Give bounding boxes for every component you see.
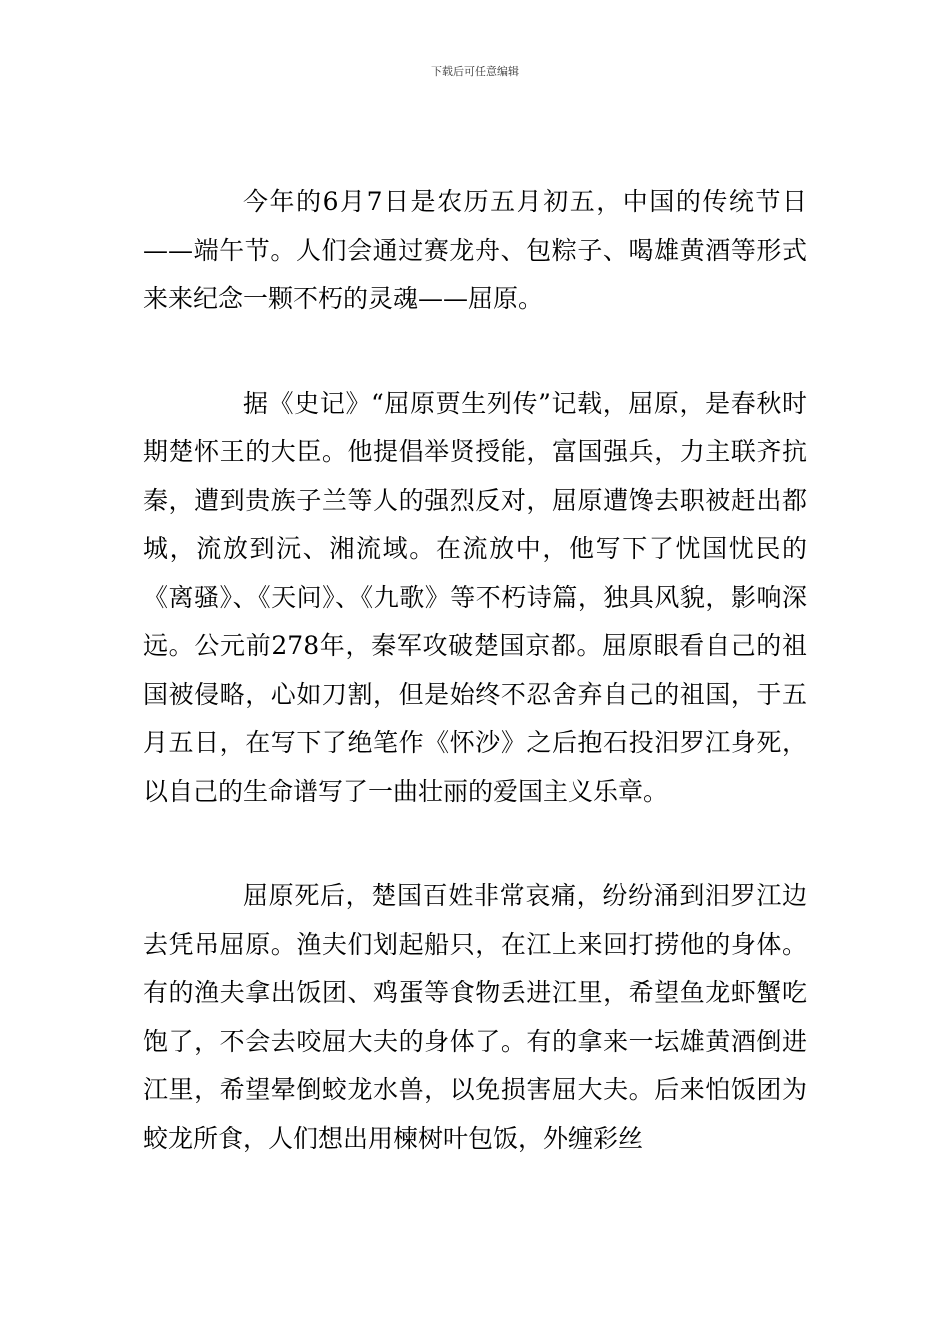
paragraph-mourning-qu-yuan: 屈原死后，楚国百姓非常哀痛，纷纷涌到汨罗江边去凭吊屈原。渔夫们划起船只，在江上来回打捞他的身体。有的渔夫拿出饭团、鸡蛋等食物丢进江里，希望鱼龙虾蟹吃饱了，不会去咬屈大夫的身体了。有的拿来一坛雄黄酒倒进江里，希望晕倒蛟龙水兽，以免损害屈大夫。后来怕饭团为蛟龙所食，人们想出用楝树叶包饭，外缠彩丝 <box>143 881 807 1153</box>
document-body <box>143 178 807 1163</box>
paragraph-dragon-boat-festival-intro: 今年的6月7日是农历五月初五，中国的传统节日——端午节。人们会通过赛龙舟、包粽子、喝雄黄酒等形式来来纪念一颗不朽的灵魂——屈原。 <box>143 187 807 313</box>
page-header: 下载后可任意编辑 <box>431 65 519 78</box>
paragraph-qu-yuan-biography: 据《史记》“屈原贾生列传”记载，屈原，是春秋时期楚怀王的大臣。他提倡举贤授能，富国强兵，力主联齐抗秦，遭到贵族子兰等人的强烈反对，屈原遭馋去职被赶出都城，流放到沅、湘流域。在流放中，他写下了忧国忧民的《离骚》、《天问》、《九歌》等不朽诗篇，独具风貌，影响深远。公元前278年，秦军攻破楚国京都。屈原眼看自己的祖国被侵略，心如刀割，但是始终不忍舍弃自己的祖国，于五月五日，在写下了绝笔作《怀沙》之后抱石投汨罗江身死，以自己的生命谱写了一曲壮丽的爱国主义乐章。 <box>143 388 807 806</box>
